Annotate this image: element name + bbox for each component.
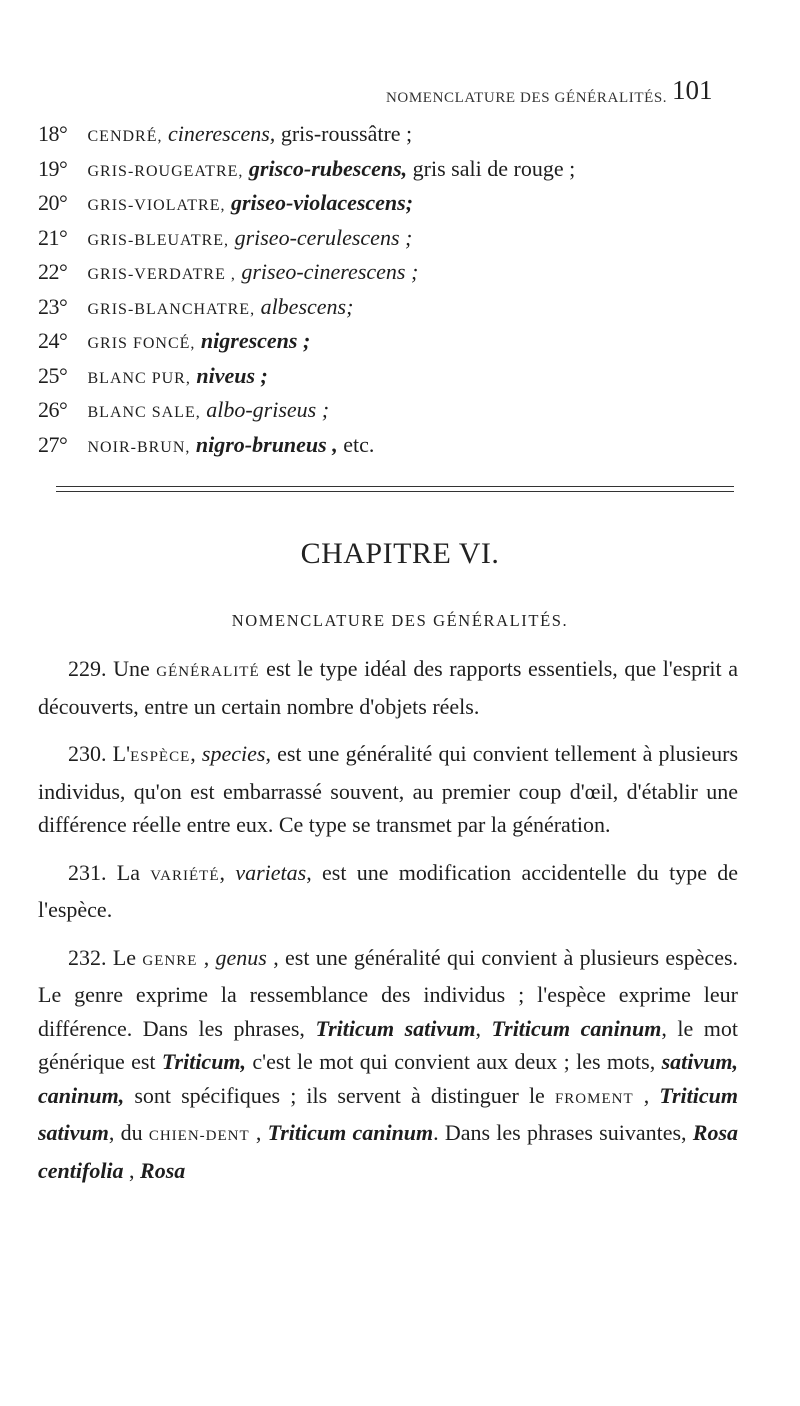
list-item xyxy=(38,117,778,152)
paragraph-text: , est une généralité qui convient tellement à plusieurs individus, qu'on est embarrassé souvent, au premier coup d'œil, d'établir une différence réelle entre eux. Ce type se transmet par la génération. xyxy=(38,741,738,837)
list-item xyxy=(38,324,778,359)
list-item xyxy=(38,393,778,428)
example-term: Triticum caninum xyxy=(267,1120,434,1145)
divider-rule xyxy=(56,486,734,487)
color-description: gris-roussâtre ; xyxy=(275,121,413,146)
paragraph-number: 229. Une xyxy=(68,656,157,681)
separator: , xyxy=(197,944,216,970)
paragraph-text: , xyxy=(123,1157,141,1183)
item-number: 26° xyxy=(38,397,68,422)
paragraph-number: 231. La xyxy=(68,859,151,885)
list-item xyxy=(38,221,778,256)
chapter-subtitle: NOMENCLATURE DES GÉNÉRALITÉS. xyxy=(231,611,569,630)
color-name: GRIS-VERDATRE , xyxy=(87,266,236,283)
example-term: Rosa xyxy=(140,1157,186,1183)
color-name: GRIS FONCÉ, xyxy=(87,335,196,352)
divider-rule xyxy=(56,491,734,492)
item-number: 22° xyxy=(38,259,68,284)
item-number: 20° xyxy=(38,190,68,215)
defined-term: GÉNÉRALITÉ xyxy=(156,664,260,680)
latin-term: species xyxy=(201,741,266,766)
color-name: CENDRÉ, xyxy=(87,128,163,145)
separator: , xyxy=(219,859,236,885)
example-term: Triticum caninum xyxy=(491,1015,662,1041)
paragraph-230 xyxy=(38,737,738,842)
example-term: sativum, caninum, xyxy=(38,1049,738,1108)
color-description: gris sali de rouge ; xyxy=(407,155,576,181)
latin-name: albo-griseus ; xyxy=(206,397,330,422)
color-name: GRIS-VIOLATRE, xyxy=(87,197,226,214)
item-number: 23° xyxy=(38,293,68,319)
latin-name: cinerescens, xyxy=(168,121,276,146)
example-term: Triticum, xyxy=(161,1049,247,1074)
defined-term: VARIÉTÉ xyxy=(150,867,220,884)
list-item xyxy=(38,152,778,187)
list-item xyxy=(38,186,778,221)
list-item xyxy=(38,428,778,463)
item-number: 24° xyxy=(38,328,68,353)
paragraph-text: , le mot générique est xyxy=(38,1015,738,1074)
color-name: GRIS-BLEUATRE, xyxy=(87,231,230,249)
common-name: CHIEN-DENT xyxy=(148,1128,250,1144)
paragraph-231 xyxy=(38,856,738,927)
paragraph-text: . Dans les phrases suivantes, xyxy=(433,1120,693,1145)
item-number: 18° xyxy=(38,121,68,146)
paragraph-text: , xyxy=(249,1120,268,1145)
paragraph-text: , est une généralité qui convient à plusieurs espèces. Le genre exprime la ressemblance des individus ; l'espèce exprime leur différence. Dans les phrases, xyxy=(38,944,739,1041)
latin-name: grisco-rubescens, xyxy=(248,155,408,181)
paragraph-text: est le type idéal des rapports essentiels, que l'esprit a découverts, entre un certain nombre d'objets réels. xyxy=(38,656,738,719)
color-name: GRIS-ROUGEATRE, xyxy=(87,162,244,180)
latin-term: varietas xyxy=(235,859,307,885)
color-name: BLANC PUR, xyxy=(87,369,191,387)
color-list xyxy=(38,117,778,462)
latin-name: griseo-violacescens; xyxy=(231,190,414,215)
latin-name: nigrescens ; xyxy=(200,328,311,353)
paragraph-text: , est une modification accidentelle du type de l'espèce. xyxy=(38,859,739,922)
defined-term: GENRE xyxy=(142,952,198,969)
paragraph-text: , xyxy=(475,1015,492,1041)
page-number: 101 xyxy=(672,75,713,105)
example-term: Rosa centifolia xyxy=(38,1120,739,1183)
paragraph-229 xyxy=(38,652,738,723)
paragraph-text: , xyxy=(633,1082,660,1108)
paragraph-text: sont spécifiques ; ils servent à distinguer le xyxy=(124,1082,555,1108)
latin-name: niveus ; xyxy=(196,362,268,388)
item-number: 19° xyxy=(38,155,68,181)
color-name: GRIS-BLANCHATRE, xyxy=(87,300,256,318)
common-name: FROMENT xyxy=(554,1090,634,1107)
color-name: NOIR-BRUN, xyxy=(87,438,191,456)
color-name: BLANC SALE, xyxy=(87,404,201,421)
item-number: 21° xyxy=(38,224,68,250)
chapter-title: CHAPITRE VI. xyxy=(300,537,500,570)
latin-name: griseo-cinerescens ; xyxy=(241,259,419,284)
separator: , xyxy=(190,741,202,766)
paragraph-232 xyxy=(38,941,738,1188)
example-term: Triticum sativum xyxy=(315,1015,476,1041)
latin-name: nigro-bruneus , xyxy=(195,431,338,457)
defined-term: ESPÈCE xyxy=(130,749,191,765)
item-number: 27° xyxy=(38,431,68,457)
list-item xyxy=(38,255,778,290)
body-text xyxy=(38,652,738,1201)
item-number: 25° xyxy=(38,362,68,388)
paragraph-text: c'est le mot qui convient aux deux ; les mots, xyxy=(246,1049,662,1074)
list-item xyxy=(38,359,778,394)
example-term: Triticum sativum xyxy=(38,1082,739,1145)
latin-term: genus xyxy=(215,944,267,970)
list-item xyxy=(38,290,778,325)
latin-name: albescens; xyxy=(260,293,354,319)
paragraph-number: 230. L' xyxy=(68,741,131,766)
color-description: etc. xyxy=(337,431,375,457)
paragraph-number: 232. Le xyxy=(68,944,143,970)
paragraph-text: , du xyxy=(108,1120,149,1145)
latin-name: griseo-cerulescens ; xyxy=(234,224,413,250)
running-head: NOMENCLATURE DES GÉNÉRALITÉS. xyxy=(386,90,668,106)
